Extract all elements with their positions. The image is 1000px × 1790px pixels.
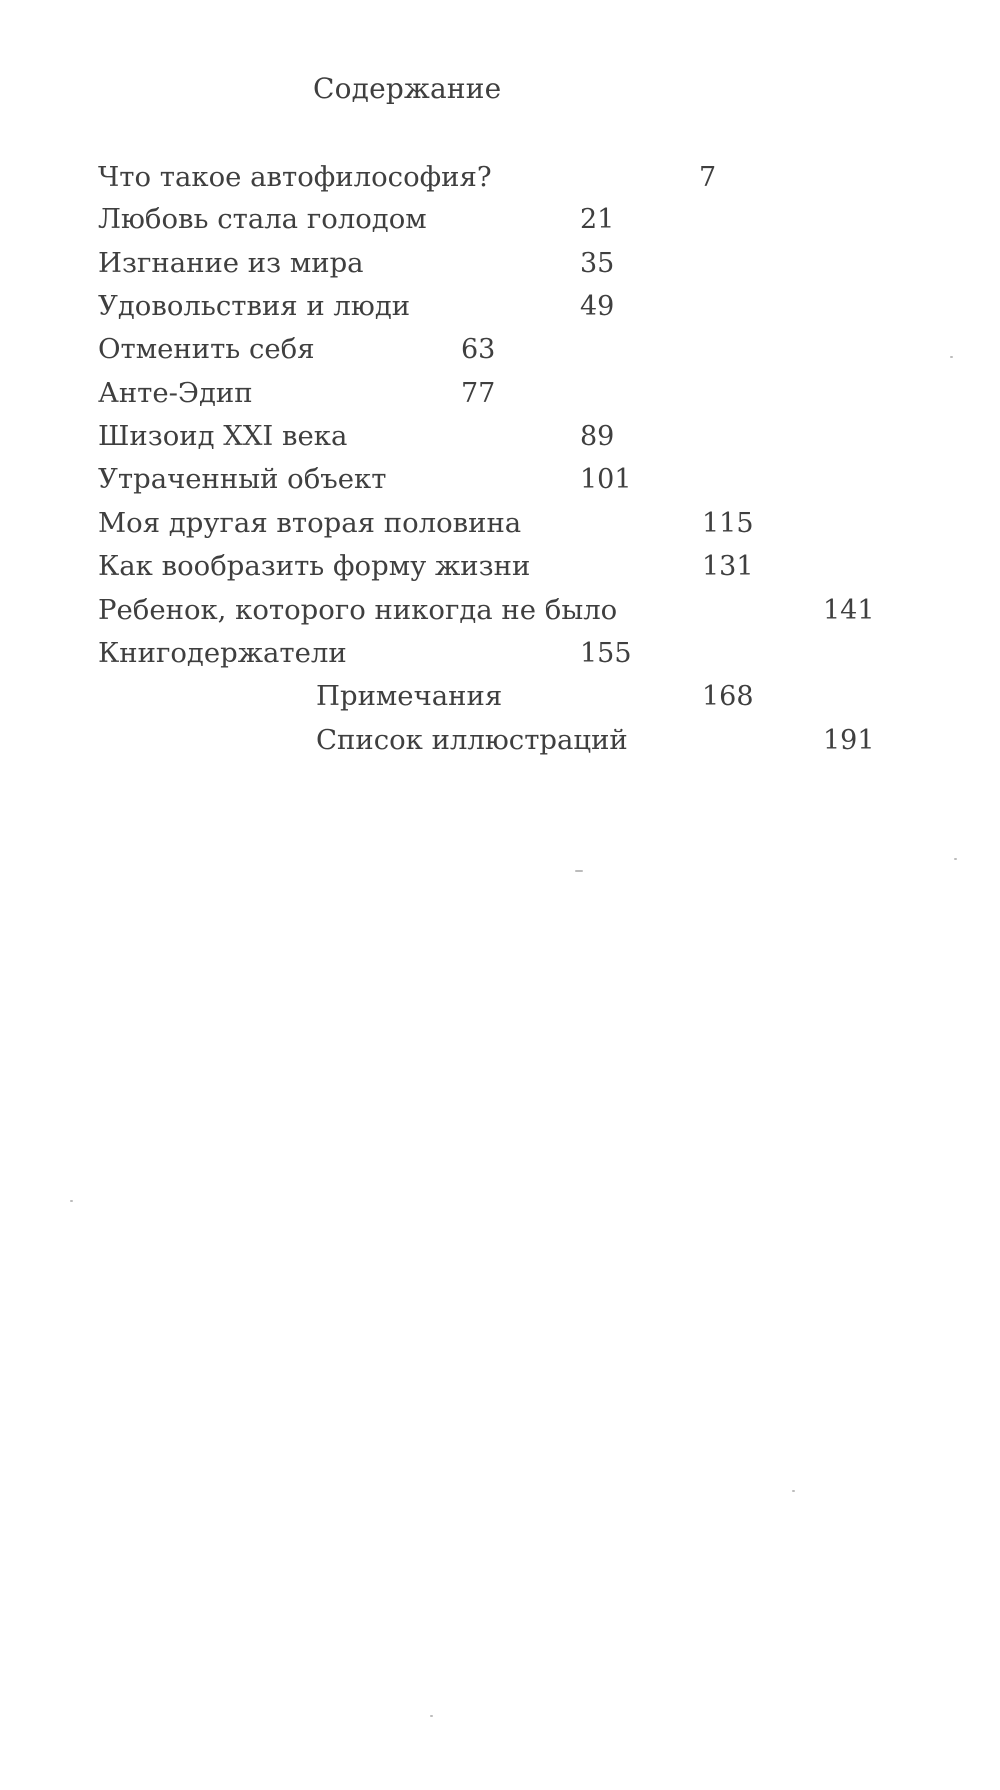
toc-entry-title: Ребенок, которого никогда не было: [98, 594, 618, 626]
toc-entry-title: Утраченный объект: [98, 463, 387, 495]
toc-entry-page: 89: [580, 421, 615, 452]
toc-entry-page: 7: [699, 162, 717, 193]
toc-entry-page: 141: [823, 595, 875, 626]
toc-entry-title: Примечания: [316, 680, 503, 712]
toc-entry-page: 63: [461, 334, 496, 365]
toc-entry-page: 21: [580, 204, 615, 235]
toc-entry-title: Изгнание из мира: [98, 247, 364, 279]
paper-speck: [950, 356, 953, 358]
paper-speck: [792, 1490, 795, 1492]
paper-speck: [70, 1200, 73, 1202]
toc-entry-page: 155: [580, 638, 632, 669]
toc-entry-title: Как вообразить форму жизни: [98, 550, 531, 582]
toc-heading: Содержание: [313, 72, 502, 105]
toc-entry-title: Что такое автофилософия?: [98, 161, 492, 193]
toc-entry-title: Шизоид XXI века: [98, 420, 348, 452]
toc-entry-title: Любовь стала голодом: [98, 203, 427, 235]
toc-entry-page: 115: [702, 508, 754, 539]
toc-entry-title: Список иллюстраций: [316, 724, 628, 756]
paper-speck: [954, 858, 957, 860]
toc-entry-page: 168: [702, 681, 754, 712]
toc-entry-page: 191: [823, 725, 875, 756]
toc-entry-page: 77: [461, 378, 496, 409]
toc-entry-title: Книгодержатели: [98, 637, 347, 669]
toc-entry-page: 35: [580, 248, 615, 279]
paper-speck: [575, 870, 583, 872]
toc-entry-page: 49: [580, 291, 615, 322]
toc-entry-title: Удовольствия и люди: [98, 290, 411, 322]
toc-entry-title: Анте-Эдип: [98, 377, 253, 409]
toc-entry-title: Моя другая вторая половина: [98, 507, 522, 539]
paper-speck: [430, 1715, 433, 1717]
toc-entry-page: 131: [702, 551, 754, 582]
toc-entry-page: 101: [580, 464, 632, 495]
toc-entry-title: Отменить себя: [98, 333, 315, 365]
